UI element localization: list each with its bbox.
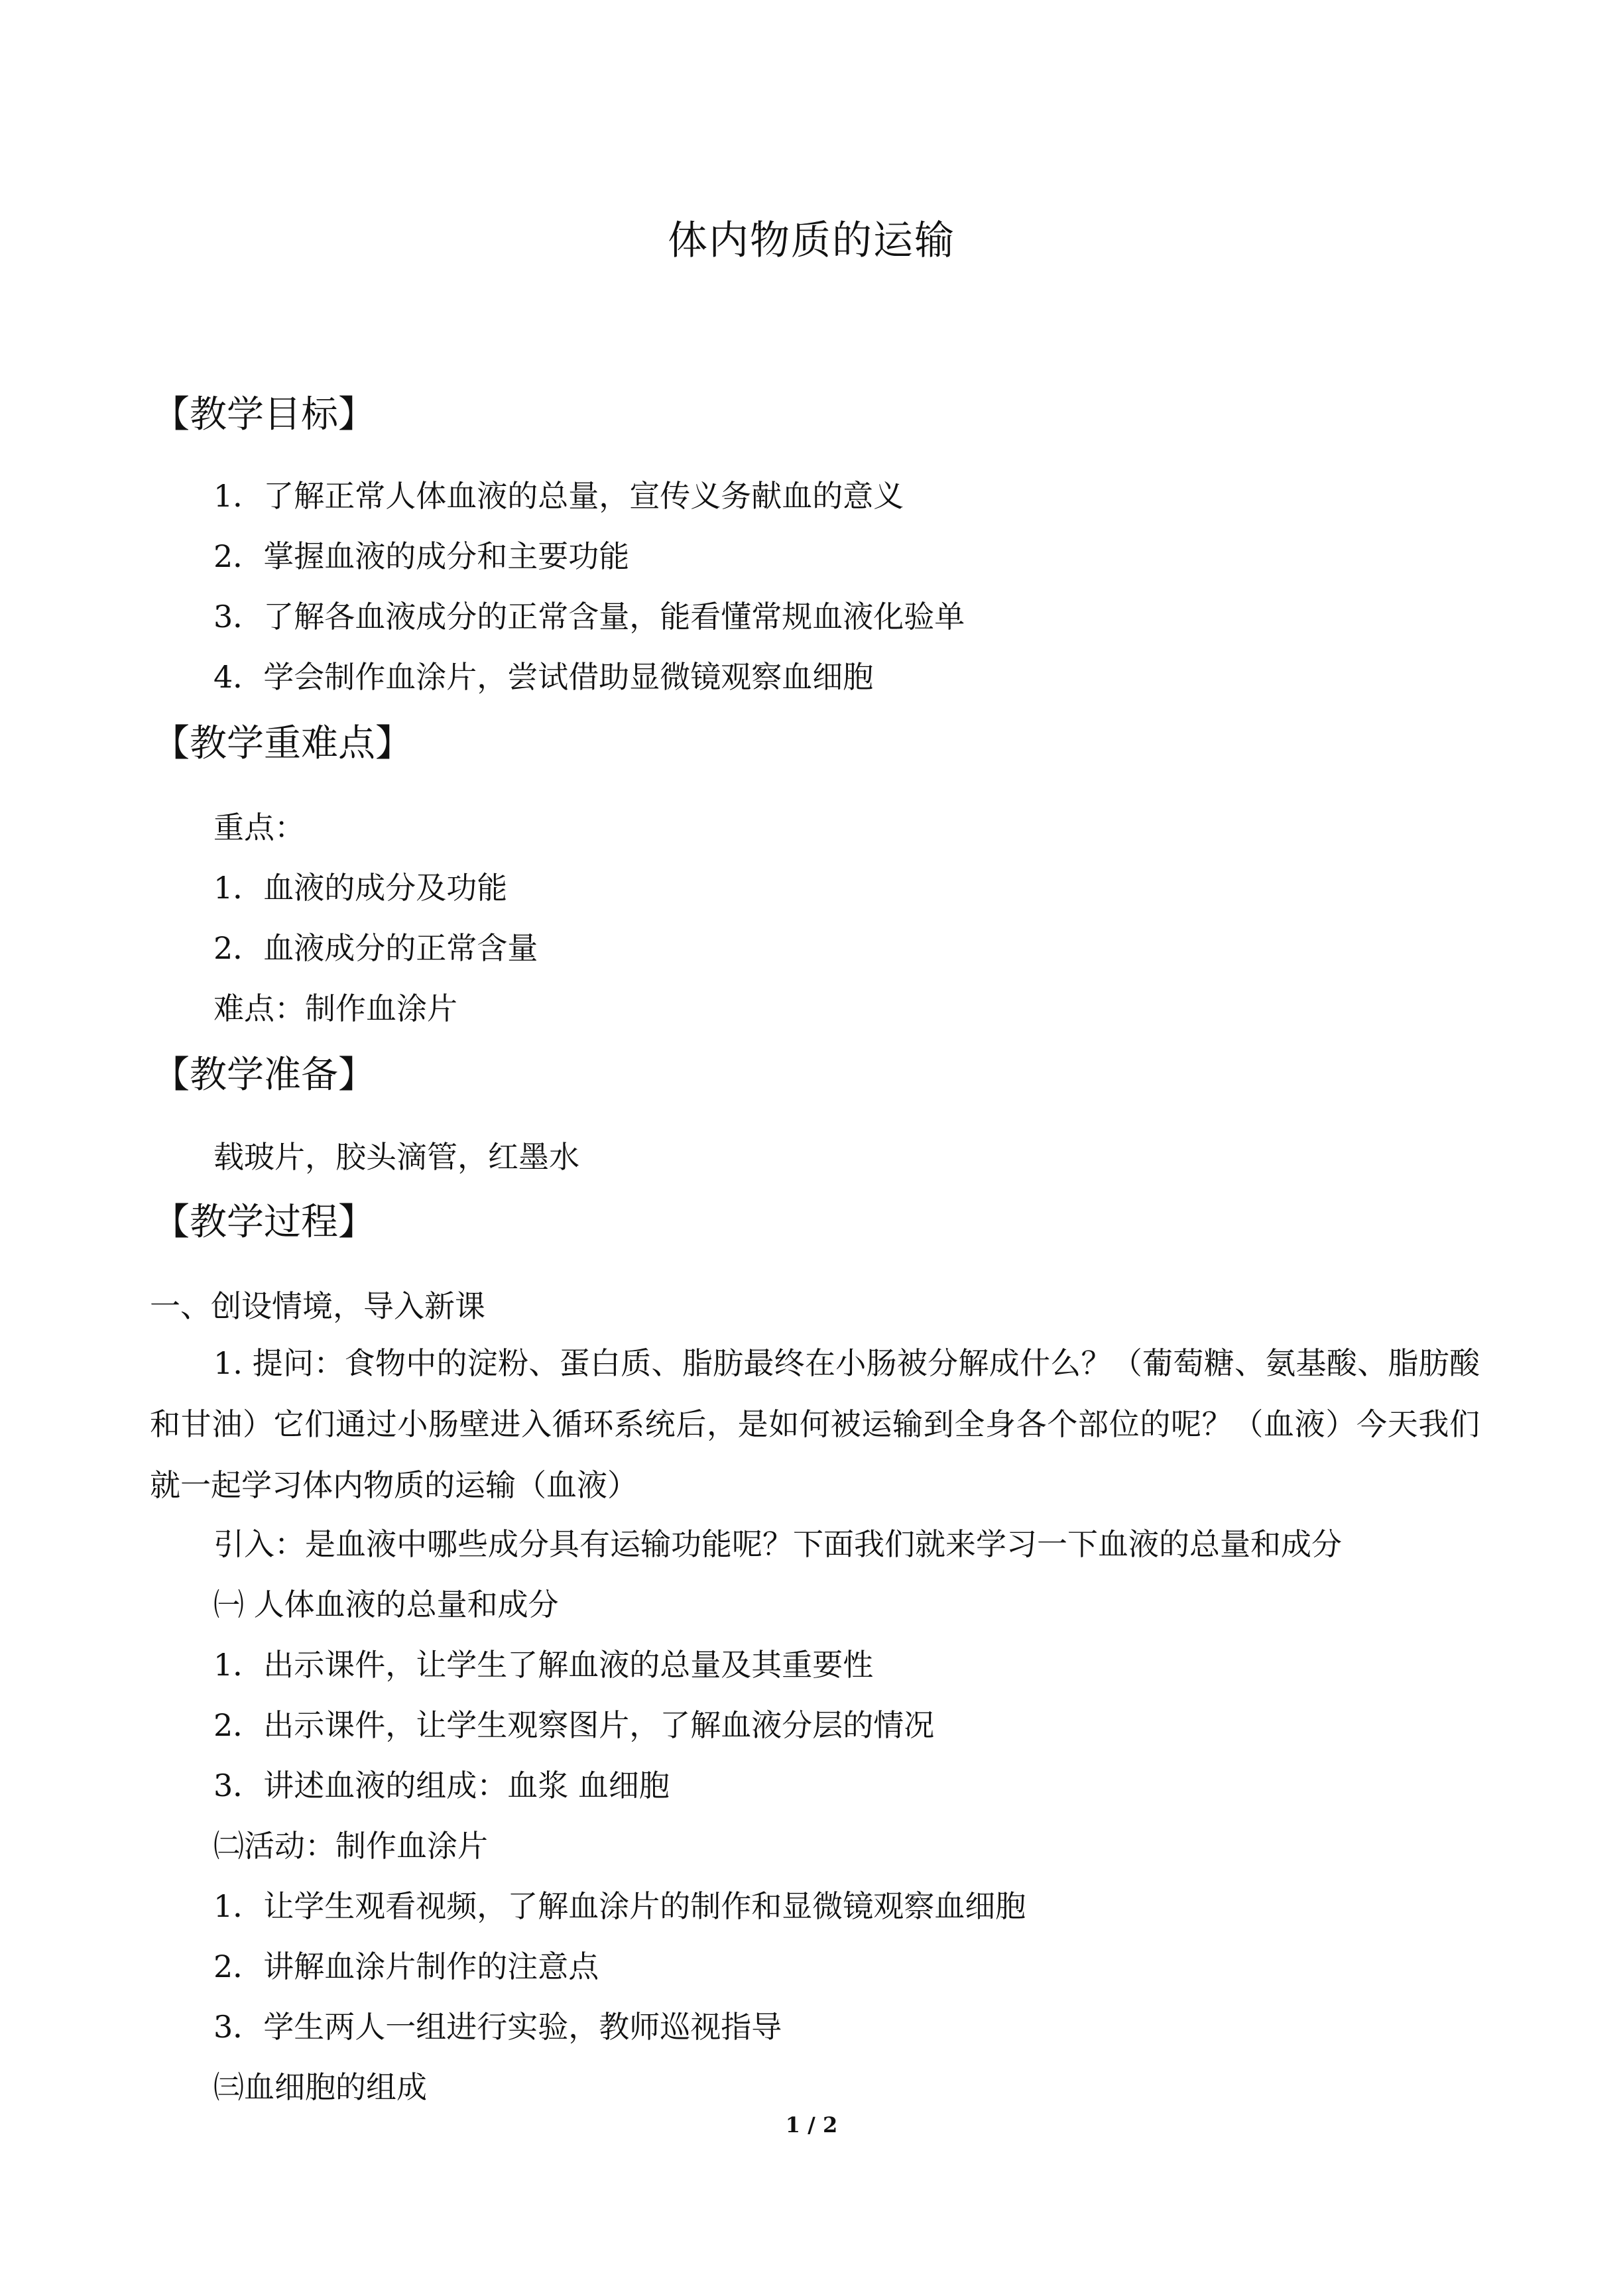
objective-item-4: 4．学会制作血涂片，尝试借助显微镜观察血细胞	[213, 659, 874, 695]
key-point-item-2: 2．血液成分的正常含量	[213, 930, 538, 966]
objective-item-1: 1．了解正常人体血液的总量，宣传义务献血的意义	[213, 478, 904, 514]
page-number: 1 / 2	[785, 2112, 838, 2138]
heading-objectives: 【教学目标】	[152, 393, 375, 436]
process-question-paragraph: 1. 提问：食物中的淀粉、蛋白质、脂肪最终在小肠被分解成什么？（葡萄糖、氨基酸、脂肪酸和甘油）它们通过小肠壁进入循环系统后，是如何被运输到全身各个部位的呢？（血液）今天我们就一起学习体内物质的运输（血液）	[150, 1345, 1480, 1503]
process-intro-line: 引入：是血液中哪些成分具有运输功能呢？下面我们就来学习一下血液的总量和成分	[213, 1526, 1342, 1562]
process-sub1-item-2: 2．出示课件，让学生观察图片，了解血液分层的情况	[213, 1707, 935, 1743]
process-sub2-item-2: 2．讲解血涂片制作的注意点	[213, 1949, 599, 1984]
key-point-item-1: 1．血液的成分及功能	[213, 870, 508, 906]
heading-preparation: 【教学准备】	[152, 1054, 375, 1097]
objective-item-3: 3．了解各血液成分的正常含量，能看懂常规血液化验单	[213, 599, 965, 634]
process-sub1-item-3: 3．讲述血液的组成：血浆 血细胞	[213, 1768, 670, 1803]
preparation-materials: 载玻片，胶头滴管，红墨水	[213, 1139, 579, 1175]
heading-process: 【教学过程】	[152, 1201, 375, 1244]
process-part1-title: 一、创设情境，导入新课	[150, 1288, 485, 1324]
difficulty-line: 难点：制作血涂片	[213, 991, 457, 1026]
key-point-label: 重点：	[213, 810, 305, 845]
heading-key-points: 【教学重难点】	[152, 722, 412, 765]
process-sub1-item-1: 1．出示课件，让学生了解血液的总量及其重要性	[213, 1647, 874, 1683]
process-sub3-title: ㈢血细胞的组成	[213, 2069, 427, 2105]
process-sub2-item-3: 3．学生两人一组进行实验，教师巡视指导	[213, 2009, 782, 2045]
process-sub1-title: ㈠ 人体血液的总量和成分	[213, 1587, 559, 1622]
process-sub2-item-1: 1．让学生观看视频，了解血涂片的制作和显微镜观察血细胞	[213, 1888, 1026, 1924]
objective-item-2: 2．掌握血液的成分和主要功能	[213, 538, 630, 574]
document-title: 体内物质的运输	[668, 217, 955, 264]
process-sub2-title: ㈡活动：制作血涂片	[213, 1828, 488, 1864]
